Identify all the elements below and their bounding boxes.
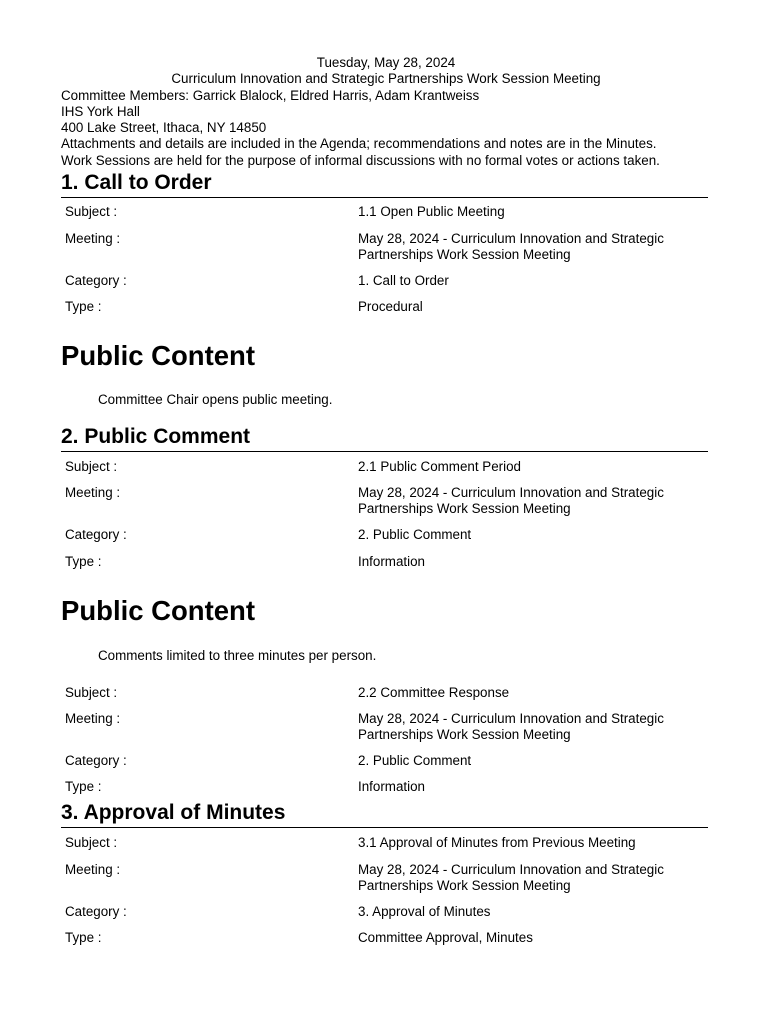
type-value: Procedural xyxy=(358,299,423,314)
type-value: Information xyxy=(358,554,425,569)
type-row xyxy=(65,299,705,319)
meeting-location: IHS York Hall xyxy=(61,103,140,119)
meeting-value xyxy=(358,862,698,895)
meeting-label: Meeting : xyxy=(65,862,121,877)
type-label: Type : xyxy=(65,554,102,569)
subject-value: 1.1 Open Public Meeting xyxy=(358,204,505,219)
subject-value: 2.1 Public Comment Period xyxy=(358,459,521,474)
category-value: 2. Public Comment xyxy=(358,753,472,768)
category-row xyxy=(65,273,705,299)
public-content-heading: Public Content xyxy=(61,340,256,371)
subject-row xyxy=(65,685,705,711)
type-value: Committee Approval, Minutes xyxy=(358,930,533,945)
subject-label: Subject : xyxy=(65,459,118,474)
subject-label: Subject : xyxy=(65,204,118,219)
subject-row xyxy=(65,835,705,862)
agenda-item-3-1 xyxy=(65,835,705,950)
type-label: Type : xyxy=(65,779,102,794)
agenda-item-2-1 xyxy=(65,459,705,574)
meeting-value xyxy=(358,231,698,264)
category-label: Category : xyxy=(65,273,127,288)
meeting-value-line2: Partnerships Work Session Meeting xyxy=(358,878,571,894)
section-heading-approval-of-minutes: 3. Approval of Minutes xyxy=(61,801,708,828)
public-content-text: Comments limited to three minutes per person. xyxy=(98,648,377,663)
meeting-row xyxy=(65,862,705,904)
section-heading-call-to-order: 1. Call to Order xyxy=(61,171,708,198)
meeting-value-line2: Partnerships Work Session Meeting xyxy=(358,727,571,743)
category-label: Category : xyxy=(65,904,127,919)
category-value: 2. Public Comment xyxy=(358,527,472,542)
subject-row xyxy=(65,204,705,231)
type-label: Type : xyxy=(65,299,102,314)
meeting-value xyxy=(358,711,698,744)
category-value: 3. Approval of Minutes xyxy=(358,904,491,919)
category-label: Category : xyxy=(65,527,127,542)
meeting-label: Meeting : xyxy=(65,485,121,500)
subject-row xyxy=(65,459,705,485)
agenda-item-1-1 xyxy=(65,204,705,319)
category-row xyxy=(65,527,705,554)
type-label: Type : xyxy=(65,930,102,945)
subject-label: Subject : xyxy=(65,835,118,850)
subject-value: 3.1 Approval of Minutes from Previous Meeting xyxy=(358,835,636,850)
meeting-header xyxy=(61,55,711,169)
subject-value: 2.2 Committee Response xyxy=(358,685,510,700)
type-value: Information xyxy=(358,779,425,794)
category-value: 1. Call to Order xyxy=(358,273,449,288)
work-session-note: Work Sessions are held for the purpose of informal discussions with no formal votes or actions taken. xyxy=(61,152,660,168)
type-row xyxy=(65,779,705,799)
type-row xyxy=(65,554,705,574)
committee-members: Committee Members: Garrick Blalock, Eldred Harris, Adam Krantweiss xyxy=(61,87,480,103)
meeting-address: 400 Lake Street, Ithaca, NY 14850 xyxy=(61,120,267,136)
meeting-value-line2: Partnerships Work Session Meeting xyxy=(358,501,571,517)
attachments-note: Attachments and details are included in the Agenda; recommendations and notes are in the Minutes. xyxy=(61,136,657,152)
meeting-date: Tuesday, May 28, 2024 xyxy=(316,55,456,70)
agenda-item-2-2 xyxy=(65,685,705,799)
subject-label: Subject : xyxy=(65,685,118,700)
category-row xyxy=(65,904,705,930)
meeting-value xyxy=(358,485,698,518)
public-content-text: Committee Chair opens public meeting. xyxy=(98,392,333,407)
section-heading-public-comment: 2. Public Comment xyxy=(61,425,708,452)
meeting-row xyxy=(65,711,705,753)
meeting-value-line1: May 28, 2024 - Curriculum Innovation and Strategic xyxy=(358,485,664,500)
meeting-value-line1: May 28, 2024 - Curriculum Innovation and Strategic xyxy=(358,231,664,246)
type-row xyxy=(65,930,705,950)
category-row xyxy=(65,753,705,779)
meeting-value-line1: May 28, 2024 - Curriculum Innovation and Strategic xyxy=(358,711,664,726)
public-content-heading: Public Content xyxy=(61,595,256,626)
category-label: Category : xyxy=(65,753,127,768)
meeting-value-line1: May 28, 2024 - Curriculum Innovation and Strategic xyxy=(358,862,664,877)
meeting-value-line2: Partnerships Work Session Meeting xyxy=(358,247,571,263)
meeting-label: Meeting : xyxy=(65,711,121,726)
meeting-title: Curriculum Innovation and Strategic Partnerships Work Session Meeting xyxy=(171,71,601,87)
meeting-row xyxy=(65,231,705,273)
meeting-row xyxy=(65,485,705,527)
meeting-label: Meeting : xyxy=(65,231,121,246)
